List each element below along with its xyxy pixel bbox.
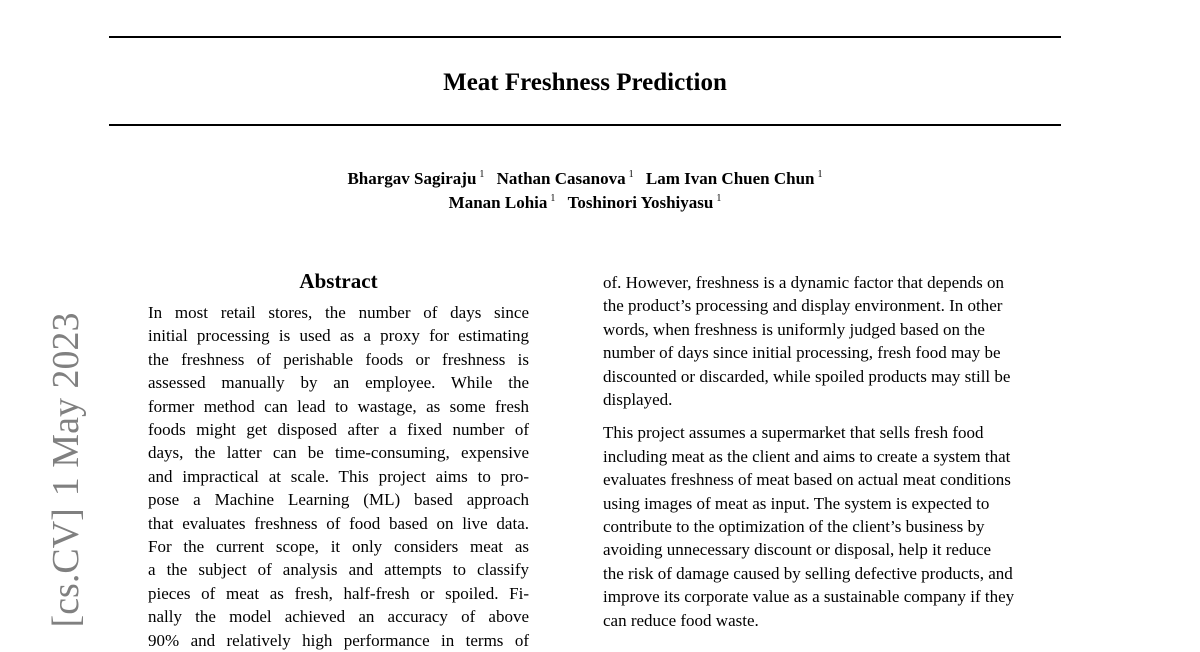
abstract-line: former method can lead to wastage, as some fresh — [148, 396, 529, 416]
body-line: avoiding unnecessary discount or disposal, help it reduce — [603, 540, 992, 560]
author-name: Toshinori Yoshiyasu $^1$ — [567, 193, 722, 212]
body-line: the product’s processing and display environment. In other — [603, 296, 1003, 316]
abstract-line: that evaluates freshness of food based on live data. — [148, 513, 529, 533]
abstract-line: nally the model achieved an accuracy of above — [148, 607, 529, 627]
abstract-line: For the current scope, it only considers meat as — [148, 537, 529, 557]
author-name: Bhargav Sagiraju $^1$ — [347, 169, 485, 188]
title-rule-top — [109, 36, 1061, 38]
affiliation-marker: 1 — [628, 169, 634, 180]
intro-paragraph-1 — [603, 271, 1062, 411]
abstract-line: assessed manually by an employee. While the — [148, 373, 529, 393]
abstract-line: In most retail stores, the number of days since — [148, 303, 529, 322]
abstract-line: initial processing is used as a proxy for estimating — [148, 326, 529, 346]
arxiv-side-stamp — [44, 307, 88, 634]
arxiv-category: [cs.CV] — [45, 508, 87, 628]
arxiv-date: 1 May 2023 — [45, 312, 87, 497]
body-line: of. However, freshness is a dynamic factor that depends on — [603, 273, 1005, 292]
intro-paragraph-2 — [603, 421, 1062, 632]
body-line: improve its corporate value as a sustainable company if they — [603, 587, 1015, 607]
body-line: the risk of damage caused by selling defective products, and — [603, 563, 1013, 583]
abstract-heading: Abstract — [299, 269, 378, 293]
body-line: evaluates freshness of meat based on actual meat conditions — [603, 470, 1011, 490]
body-line: displayed. — [603, 390, 673, 410]
abstract-line: a the subject of analysis and attempts to classify — [148, 560, 529, 580]
abstract-paragraph — [148, 301, 529, 652]
abstract-line: the freshness of perishable foods or freshness is — [148, 349, 529, 369]
author-name: Nathan Casanova $^1$ — [496, 169, 634, 188]
body-line: discounted or discarded, while spoiled products may still be — [603, 366, 1011, 386]
abstract-line: pieces of meat as fresh, half-fresh or spoiled. Fi- — [148, 583, 529, 603]
author-name: Manan Lohia $^1$ — [448, 193, 556, 212]
body-line: words, when freshness is uniformly judged based on the — [603, 319, 985, 339]
body-line: including meat as the client and aims to create a system that — [603, 446, 1011, 466]
body-line: using images of meat as input. The system is expected to — [603, 493, 990, 513]
title-rule-bottom — [109, 124, 1061, 126]
body-line: contribute to the optimization of the client’s business by — [603, 517, 985, 537]
abstract-line: foods might get disposed after a fixed number of — [148, 420, 529, 440]
abstract-line: pose a Machine Learning (ML) based approach — [148, 490, 529, 510]
intro-column — [603, 271, 1062, 632]
author-line-1 — [109, 167, 1061, 191]
body-line: can reduce food waste. — [603, 610, 759, 630]
author-name: Lam Ivan Chuen Chun $^1$ — [645, 169, 823, 188]
abstract-line: 90% and relatively high performance in terms of — [148, 630, 529, 650]
affiliation-marker: 1 — [716, 193, 722, 204]
body-line: This project assumes a supermarket that sells fresh food — [603, 423, 984, 443]
paper-title: Meat Freshness Prediction — [443, 69, 727, 96]
affiliation-marker: 1 — [550, 193, 556, 204]
body-line: number of days since initial processing, fresh food may be — [603, 343, 1001, 363]
author-line-2 — [109, 191, 1061, 215]
affiliation-marker: 1 — [817, 169, 823, 180]
abstract-column — [148, 266, 529, 652]
author-list — [109, 167, 1061, 215]
abstract-line: and impractical at scale. This project aims to pro- — [148, 466, 529, 486]
abstract-line: days, the latter can be time-consuming, expensive — [148, 443, 529, 463]
affiliation-marker: 1 — [479, 169, 485, 180]
